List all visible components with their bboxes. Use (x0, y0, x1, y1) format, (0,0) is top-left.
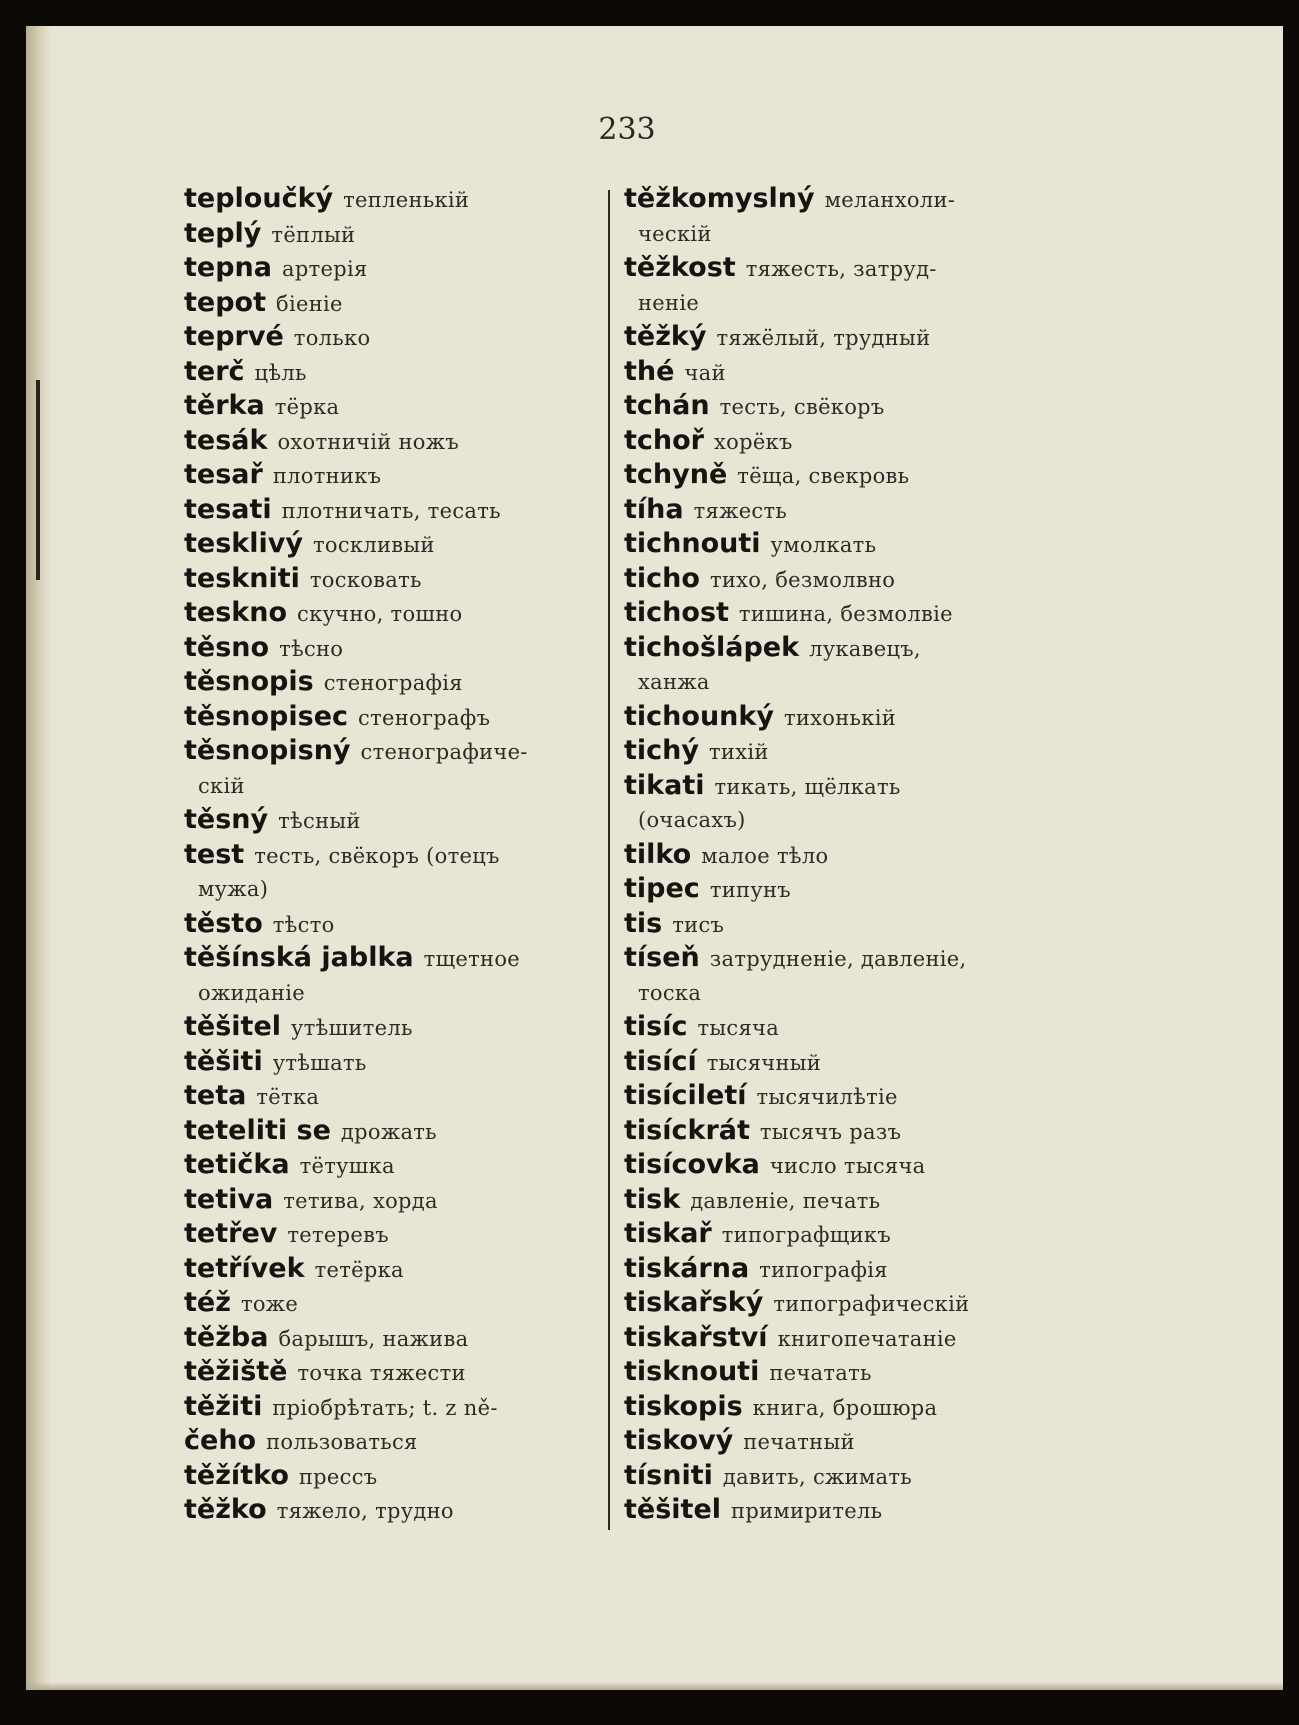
dictionary-entry (624, 872, 1044, 907)
dictionary-entry (184, 1010, 604, 1045)
entry-translation: тяжело, трудно (276, 1499, 454, 1523)
dictionary-entry (184, 665, 604, 700)
entry-translation: ческій (638, 221, 712, 246)
entry-translation: стенографъ (358, 705, 491, 730)
entry-headword: tisící (624, 1045, 697, 1077)
entry-translation: тёща, свекровь (737, 464, 910, 488)
entry-translation: охотничій ножъ (277, 429, 459, 454)
entry-translation: дрожать (340, 1119, 437, 1144)
dictionary-entry (184, 1148, 604, 1183)
entry-headword: tiskařský (624, 1287, 764, 1318)
entry-translation: пріобрѣтать; t. z ně- (272, 1395, 498, 1420)
entry-translation: тесть, свёкоръ (719, 395, 885, 419)
dictionary-entry (184, 458, 604, 493)
dictionary-entry (624, 976, 1044, 1011)
dictionary-entry (624, 941, 1044, 976)
entry-headword: těšitel (624, 1494, 722, 1525)
entry-headword: těšínská jablka (184, 942, 414, 973)
dictionary-entry (184, 1114, 604, 1149)
dictionary-entry (624, 458, 1044, 493)
dictionary-entry (624, 734, 1044, 769)
entry-translation: мужа) (198, 877, 269, 901)
entry-headword: tepot (184, 286, 267, 318)
dictionary-entry (624, 182, 1044, 217)
entry-translation: артерія (282, 257, 368, 281)
entry-headword: tetřívek (184, 1252, 305, 1284)
entry-headword: tesař (184, 459, 263, 490)
entry-headword: těšiti (184, 1045, 263, 1077)
entry-translation: пользоваться (266, 1430, 418, 1454)
entry-translation: тщетное (423, 947, 521, 971)
entry-translation: лукавецъ, (809, 636, 921, 661)
dictionary-entry (184, 217, 604, 252)
dictionary-entry (184, 1321, 604, 1356)
entry-headword: tíha (624, 493, 684, 525)
entry-translation: умолкать (770, 533, 877, 557)
entry-translation: тоска (638, 980, 702, 1005)
entry-headword: tchyně (624, 459, 728, 490)
dictionary-entry (624, 907, 1044, 942)
dictionary-entry (184, 320, 604, 355)
entry-translation: число тысяча (769, 1154, 926, 1178)
dictionary-entry (624, 1114, 1044, 1149)
entry-translation: точка тяжести (297, 1361, 466, 1385)
dictionary-entry (184, 734, 604, 769)
dictionary-entry (624, 1424, 1044, 1459)
dictionary-entry (624, 1252, 1044, 1287)
dictionary-entry (624, 1148, 1044, 1183)
entry-translation: тесть, свёкоръ (отецъ (254, 843, 500, 868)
entry-headword: těžko (184, 1494, 267, 1525)
entry-translation: тяжёлый, трудный (716, 326, 931, 350)
entry-translation: біеніе (276, 291, 343, 316)
entry-translation: плотничать, тесать (281, 498, 501, 523)
dictionary-entry (184, 700, 604, 735)
dictionary-entry (624, 803, 1044, 838)
entry-headword: též (184, 1287, 231, 1318)
entry-headword: teskniti (184, 562, 300, 594)
entry-translation: печатный (743, 1430, 855, 1454)
entry-headword: teprvé (184, 321, 284, 352)
entry-translation: неніе (638, 290, 700, 315)
entry-headword: tetřev (184, 1218, 278, 1249)
entry-translation: плотникъ (272, 464, 382, 488)
entry-headword: tchoř (624, 424, 704, 456)
entry-translation: давленіе, печать (690, 1188, 881, 1213)
entry-translation: стенографія (323, 671, 463, 695)
entry-translation: тяжесть, затруд- (745, 257, 937, 281)
dictionary-entry (624, 700, 1044, 735)
entry-headword: tisíckrát (624, 1114, 750, 1146)
entry-headword: tiskový (624, 1425, 734, 1456)
dictionary-entry (184, 1286, 604, 1321)
entry-translation: скій (198, 773, 245, 798)
entry-headword: těsný (184, 804, 269, 835)
spine-mark (36, 380, 40, 580)
entry-headword: tiskař (624, 1218, 712, 1249)
entry-headword: thé (624, 355, 675, 387)
dictionary-entry (624, 1355, 1044, 1390)
entry-translation: барышъ, нажива (278, 1326, 469, 1351)
entry-headword: tipec (624, 873, 700, 904)
entry-translation: чай (684, 360, 726, 385)
entry-translation: тяжесть (693, 498, 788, 523)
dictionary-entry (184, 872, 604, 907)
left-column (184, 182, 604, 1528)
entry-translation: тетёрка (314, 1257, 404, 1282)
entry-headword: tesák (184, 424, 268, 456)
column-divider (608, 190, 610, 1530)
dictionary-entry (184, 941, 604, 976)
entry-headword: těžítko (184, 1459, 289, 1491)
entry-headword: tchán (624, 390, 710, 421)
dictionary-entry (624, 1217, 1044, 1252)
entry-headword: tichošlápek (624, 631, 800, 663)
entry-headword: tesklivý (184, 528, 303, 559)
entry-translation: примиритель (731, 1499, 883, 1523)
entry-translation: тетива, хорда (283, 1188, 438, 1213)
dictionary-entry (624, 1493, 1044, 1528)
entry-translation: ожиданіе (198, 980, 305, 1005)
entry-translation: типографщикъ (721, 1223, 891, 1247)
entry-headword: tesati (184, 493, 272, 525)
dictionary-entry (184, 527, 604, 562)
dictionary-entry (184, 1355, 604, 1390)
dictionary-entry (184, 355, 604, 390)
entry-translation: тысячилѣтіе (756, 1085, 898, 1109)
entry-translation: тетеревъ (287, 1223, 389, 1247)
dictionary-entry (624, 631, 1044, 666)
entry-headword: tiskopis (624, 1390, 743, 1422)
dictionary-entry (184, 769, 604, 804)
dictionary-entry (184, 631, 604, 666)
dictionary-entry (184, 1045, 604, 1080)
entry-headword: tísniti (624, 1459, 713, 1491)
entry-headword: tisícovka (624, 1149, 760, 1180)
dictionary-entry (624, 355, 1044, 390)
entry-headword: terč (184, 355, 245, 387)
entry-translation: тѣсто (272, 912, 335, 937)
entry-headword: ticho (624, 562, 700, 594)
entry-translation: стенографиче- (360, 740, 528, 764)
dictionary-entry (184, 1459, 604, 1494)
entry-headword: teteliti se (184, 1114, 331, 1146)
entry-headword: test (184, 838, 245, 870)
entry-headword: těžký (624, 321, 707, 352)
entry-headword: těžiti (184, 1390, 263, 1422)
entry-headword: těsnopisec (184, 700, 349, 732)
page-bottom-shadow (26, 1682, 1283, 1690)
entry-translation: скучно, тошно (297, 602, 463, 626)
entry-headword: tisknouti (624, 1356, 760, 1387)
dictionary-entry (184, 1424, 604, 1459)
dictionary-entry (184, 838, 604, 873)
dictionary-entry (184, 286, 604, 321)
dictionary-entry (184, 1390, 604, 1425)
dictionary-entry (184, 976, 604, 1011)
dictionary-entry (624, 1079, 1044, 1114)
entry-translation: цѣль (254, 360, 307, 385)
entry-headword: tisíc (624, 1011, 688, 1042)
entry-headword: tíseň (624, 942, 700, 973)
entry-translation: только (293, 326, 371, 350)
dictionary-entry (624, 286, 1044, 321)
entry-headword: těsno (184, 631, 270, 663)
dictionary-entry (184, 389, 604, 424)
dictionary-entry (624, 389, 1044, 424)
entry-headword: tis (624, 907, 663, 939)
entry-headword: těrka (184, 390, 265, 421)
dictionary-entry (184, 907, 604, 942)
entry-translation: типографія (759, 1257, 888, 1282)
entry-translation: тосковать (309, 567, 422, 592)
entry-translation: тёрка (274, 395, 340, 419)
entry-headword: těšitel (184, 1011, 282, 1042)
dictionary-entry (624, 1045, 1044, 1080)
entry-translation: тисъ (672, 912, 725, 937)
entry-translation: тѣсный (278, 809, 361, 833)
entry-translation: тысячный (706, 1050, 822, 1075)
dictionary-entry (624, 1321, 1044, 1356)
entry-translation: тикать, щёлкать (714, 774, 901, 799)
dictionary-entry (184, 1217, 604, 1252)
dictionary-entry (184, 1252, 604, 1287)
entry-headword: tichounký (624, 700, 774, 732)
entry-translation: печатать (769, 1361, 872, 1385)
right-column (624, 182, 1044, 1528)
dictionary-entry (184, 562, 604, 597)
entry-headword: čeho (184, 1425, 257, 1456)
entry-translation: утѣшать (272, 1050, 367, 1075)
dictionary-entry (624, 424, 1044, 459)
entry-translation: затрудненіе, давленіе, (709, 947, 967, 971)
entry-headword: tikati (624, 769, 705, 801)
page-number: 233 (598, 112, 656, 147)
dictionary-entry (624, 1459, 1044, 1494)
entry-translation: тёплый (271, 222, 356, 247)
dictionary-entry (184, 596, 604, 631)
entry-translation: типунъ (709, 878, 791, 902)
entry-headword: tiskárna (624, 1252, 750, 1284)
dictionary-entry (624, 251, 1044, 286)
entry-translation: прессъ (298, 1464, 378, 1489)
dictionary-entry (624, 320, 1044, 355)
entry-translation: хорёкъ (714, 429, 793, 454)
entry-headword: teploučký (184, 183, 334, 214)
entry-headword: tichý (624, 735, 699, 766)
dictionary-entry (624, 769, 1044, 804)
dictionary-entry (624, 217, 1044, 252)
entry-translation: тётка (256, 1085, 320, 1109)
entry-translation: тысячъ разъ (759, 1119, 902, 1144)
dictionary-entry (184, 803, 604, 838)
entry-translation: тихо, безмолвно (709, 567, 896, 592)
dictionary-entry (184, 182, 604, 217)
dictionary-entry (624, 665, 1044, 700)
entry-headword: tilko (624, 838, 692, 870)
entry-headword: těžiště (184, 1356, 288, 1387)
dictionary-entry (624, 527, 1044, 562)
entry-translation: давить, сжимать (722, 1464, 913, 1489)
dictionary-entry (184, 251, 604, 286)
entry-translation: малое тѣло (701, 843, 829, 868)
dictionary-entry (184, 1079, 604, 1114)
entry-headword: těžkomyslný (624, 183, 815, 214)
entry-translation: тихонькій (783, 705, 897, 730)
dictionary-entry (624, 493, 1044, 528)
entry-headword: tiskařství (624, 1321, 768, 1353)
entry-headword: tetiva (184, 1183, 274, 1215)
dictionary-entry (624, 838, 1044, 873)
entry-translation: тепленькій (343, 188, 470, 212)
book-spine-edge (26, 26, 52, 1690)
entry-translation: типографическій (773, 1292, 970, 1316)
entry-headword: těžkost (624, 252, 736, 283)
entry-headword: tichost (624, 597, 729, 628)
entry-headword: těsto (184, 907, 263, 939)
dictionary-entry (184, 1183, 604, 1218)
entry-translation: тишина, безмолвіе (738, 602, 953, 626)
dictionary-entry (184, 424, 604, 459)
entry-translation: тоже (240, 1292, 299, 1316)
entry-headword: teplý (184, 217, 262, 249)
entry-headword: tisíciletí (624, 1080, 747, 1111)
entry-translation: тысяча (697, 1016, 780, 1040)
entry-translation: ханжа (638, 670, 710, 694)
entry-headword: tetička (184, 1149, 290, 1180)
entry-translation: книгопечатаніе (777, 1326, 957, 1351)
entry-translation: (очасахъ) (638, 808, 746, 832)
dictionary-entry (184, 493, 604, 528)
entry-headword: teta (184, 1080, 247, 1111)
entry-translation: тоскливый (312, 533, 435, 557)
entry-translation: утѣшитель (291, 1016, 413, 1040)
dictionary-entry (624, 596, 1044, 631)
entry-headword: teskno (184, 597, 288, 628)
entry-translation: книга, брошюра (752, 1395, 938, 1420)
entry-headword: těsnopis (184, 666, 314, 697)
dictionary-entry (624, 1390, 1044, 1425)
entry-headword: těžba (184, 1321, 269, 1353)
entry-translation: тётушка (299, 1154, 395, 1178)
dictionary-entry (624, 562, 1044, 597)
entry-translation: тѣсно (279, 636, 344, 661)
entry-headword: tichnouti (624, 528, 761, 559)
entry-translation: тихій (709, 740, 769, 764)
entry-translation: меланхоли- (824, 188, 956, 212)
entry-headword: tisk (624, 1183, 681, 1215)
dictionary-entry (184, 1493, 604, 1528)
dictionary-entry (624, 1010, 1044, 1045)
dictionary-entry (624, 1286, 1044, 1321)
entry-headword: těsnopisný (184, 735, 351, 766)
entry-headword: tepna (184, 252, 272, 283)
dictionary-entry (624, 1183, 1044, 1218)
